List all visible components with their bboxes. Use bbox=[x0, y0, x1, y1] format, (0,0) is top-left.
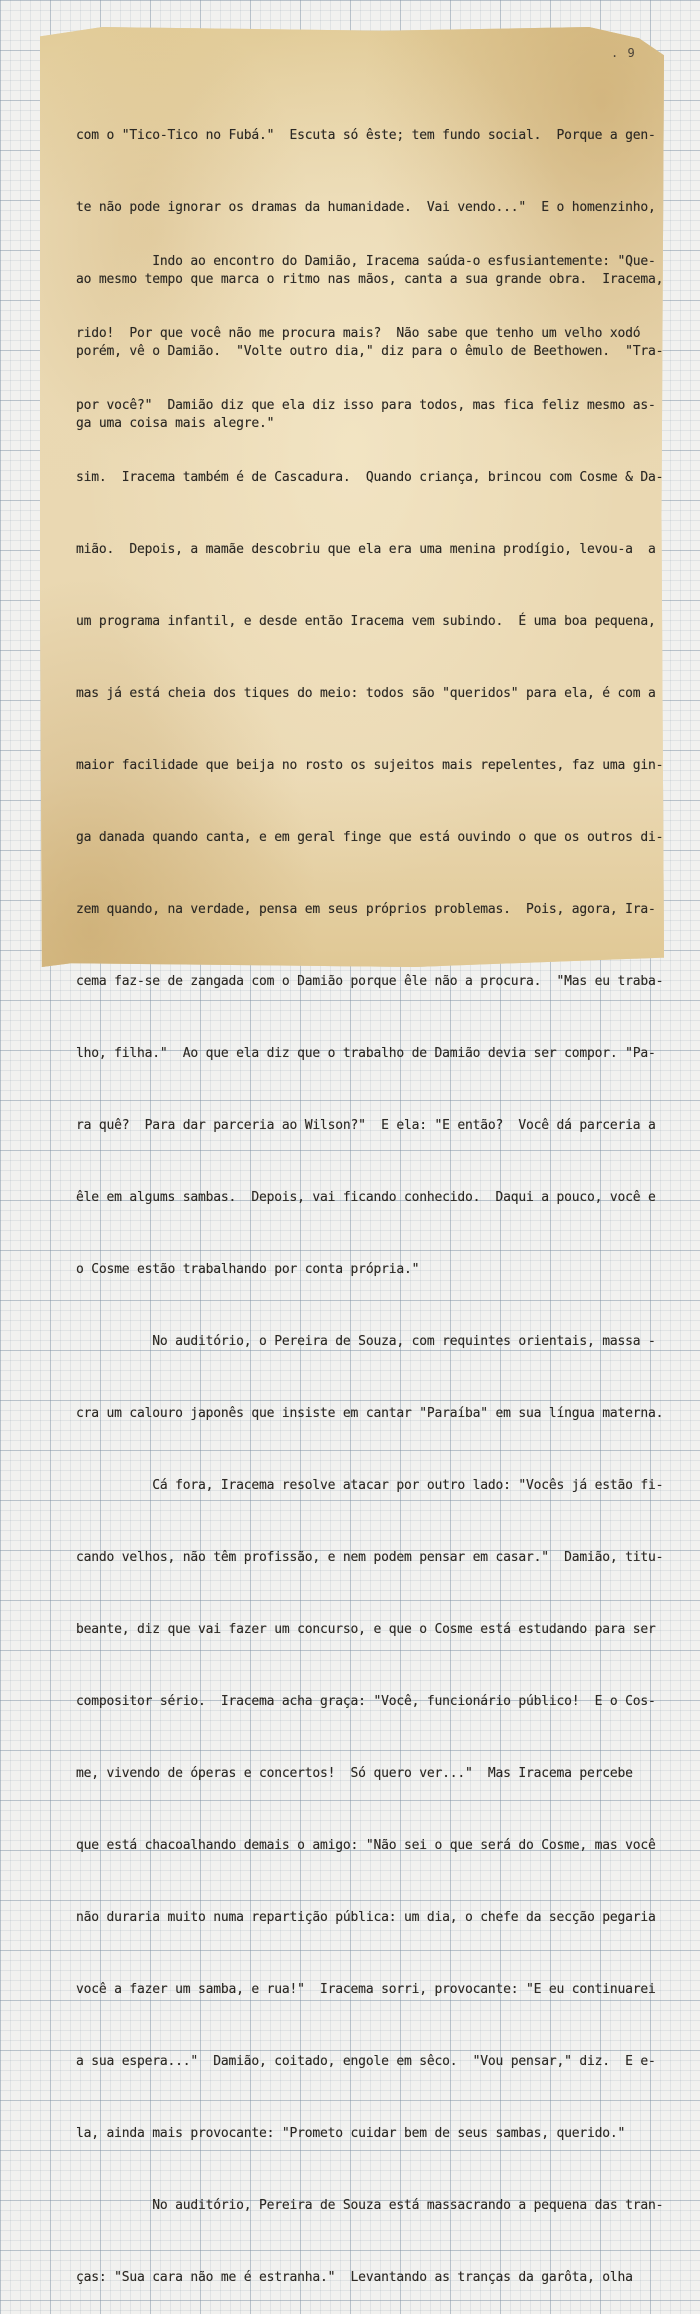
text-line: ga danada quando canta, e em geral finge que está ouvindo o que os outros di- bbox=[76, 830, 664, 845]
text-line: a sua espera..." Damião, coitado, engole em sêco. "Vou pensar," diz. E e- bbox=[76, 2054, 656, 2069]
text-line: mas já está cheia dos tiques do meio: todos são "queridos" para ela, é com a bbox=[76, 686, 656, 701]
text-line: ao mesmo tempo que marca o ritmo nas mãos, canta a sua grande obra. Iracema, bbox=[76, 272, 664, 287]
text-line: êle em algums sambas. Depois, vai ficando conhecido. Daqui a pouco, você e bbox=[76, 1190, 656, 1205]
text-line: o Cosme estão trabalhando por conta própria." bbox=[76, 1262, 420, 1277]
text-line: ra quê? Para dar parceria ao Wilson?" E ela: "E então? Você dá parceria a bbox=[76, 1118, 656, 1133]
text-line: não duraria muito numa repartição pública: um dia, o chefe da secção pegaria bbox=[76, 1910, 656, 1925]
text-line: No auditório, Pereira de Souza está massacrando a pequena das tran- bbox=[76, 2198, 664, 2213]
text-line: ças: "Sua cara não me é estranha." Levantando as tranças da garôta, olha bbox=[76, 2270, 633, 2285]
text-line: compositor sério. Iracema acha graça: "Você, funcionário público! E o Cos- bbox=[76, 1694, 656, 1709]
text-line: você a fazer um samba, e rua!" Iracema sorri, provocante: "E eu continuarei bbox=[76, 1982, 656, 1997]
text-line: com o "Tico-Tico no Fubá." Escuta só êste; tem fundo social. Porque a gen- bbox=[76, 128, 656, 143]
text-line: Cá fora, Iracema resolve atacar por outro lado: "Vocês já estão fi- bbox=[76, 1478, 664, 1493]
text-line: cra um calouro japonês que insiste em cantar "Paraíba" em sua língua materna. bbox=[76, 1406, 664, 1421]
text-line: ga uma coisa mais alegre." bbox=[76, 416, 275, 431]
text-line: la, ainda mais provocante: "Prometo cuidar bem de seus sambas, querido." bbox=[76, 2126, 626, 2141]
text-line: rido! Por que você não me procura mais? Não sabe que tenho um velho xodó bbox=[76, 326, 641, 341]
text-line: cando velhos, não têm profissão, e nem podem pensar em casar." Damião, titu- bbox=[76, 1550, 664, 1565]
text-line: zem quando, na verdade, pensa em seus próprios problemas. Pois, agora, Ira- bbox=[76, 902, 656, 917]
text-line: Indo ao encontro do Damião, Iracema saúda-o esfusiantemente: "Que- bbox=[76, 254, 656, 269]
text-line: me, vivendo de óperas e concertos! Só quero ver..." Mas Iracema percebe bbox=[76, 1766, 633, 1781]
text-line: te não pode ignorar os dramas da humanidade. Vai vendo..." E o homenzinho, bbox=[76, 200, 656, 215]
text-line: sim. Iracema também é de Cascadura. Quando criança, brincou com Cosme & Da- bbox=[76, 470, 664, 485]
text-line: beante, diz que vai fazer um concurso, e que o Cosme está estudando para ser bbox=[76, 1622, 656, 1637]
page-number: . 9 bbox=[611, 46, 636, 60]
text-line: cema faz-se de zangada com o Damião porque êle não a procura. "Mas eu traba- bbox=[76, 974, 664, 989]
text-block-main bbox=[76, 202, 664, 2314]
text-line: porém, vê o Damião. "Volte outro dia," diz para o êmulo de Beethowen. "Tra- bbox=[76, 344, 664, 359]
text-line: um programa infantil, e desde então Iracema vem subindo. É uma boa pequena, bbox=[76, 614, 656, 629]
text-line: que está chacoalhando demais o amigo: "Não sei o que será do Cosme, mas você bbox=[76, 1838, 656, 1853]
text-line: lho, filha." Ao que ela diz que o trabalho de Damião devia ser compor. "Pa- bbox=[76, 1046, 656, 1061]
text-line: por você?" Damião diz que ela diz isso para todos, mas fica feliz mesmo as- bbox=[76, 398, 656, 413]
text-line: maior facilidade que beija no rosto os sujeitos mais repelentes, faz uma gin- bbox=[76, 758, 664, 773]
text-line: mião. Depois, a mamãe descobriu que ela era uma menina prodígio, levou-a a bbox=[76, 542, 656, 557]
text-line: No auditório, o Pereira de Souza, com requintes orientais, massa - bbox=[76, 1334, 656, 1349]
